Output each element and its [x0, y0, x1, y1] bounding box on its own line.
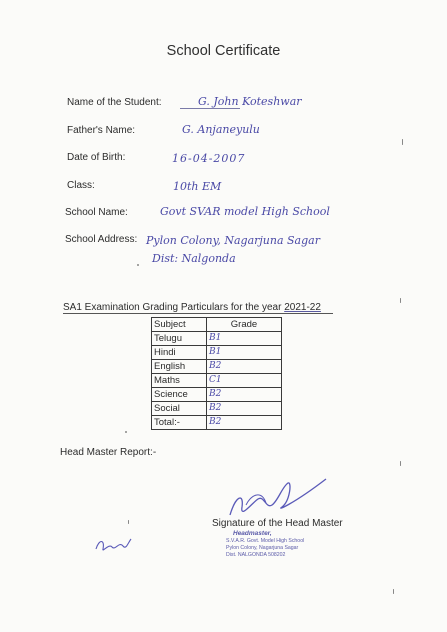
table-row [152, 332, 282, 346]
grade-cell: B2 [207, 388, 282, 402]
subject-cell: Telugu [152, 332, 207, 346]
table-header-row [152, 318, 282, 332]
subject-cell: Science [152, 388, 207, 402]
grading-year: 2021-22 [284, 302, 321, 313]
subject-cell: Total:- [152, 416, 207, 430]
school-address-line1: Pylon Colony, Nagarjuna Sagar [146, 234, 320, 247]
student-name-label: Name of the Student: [67, 97, 162, 108]
stamp-line3: Pylon Colony, Nagarjuna Sagar [226, 545, 299, 551]
grade-column-header: Grade [207, 318, 282, 332]
stamp-line2: S.V.A.R. Govt. Model High School [226, 538, 305, 544]
signature-label: Signature of the Head Master [212, 518, 343, 529]
class-value: 10th EM [173, 180, 222, 193]
grading-heading-underline [63, 313, 333, 314]
scan-mark [137, 264, 139, 266]
dob-value: 16-04-2007 [172, 152, 246, 165]
grade-cell: C1 [207, 374, 282, 388]
stamp-line4: Dist. NALGONDA 508202 [226, 552, 286, 558]
table-row [152, 416, 282, 430]
dob-label: Date of Birth: [67, 152, 126, 163]
class-label: Class: [67, 180, 95, 191]
certificate-title: School Certificate [166, 43, 281, 59]
table-row [152, 388, 282, 402]
grades-table [151, 317, 282, 430]
father-name-value: G. Anjaneyulu [182, 123, 260, 136]
table-row [152, 402, 282, 416]
father-name-label: Father's Name: [67, 125, 136, 136]
student-name-underline [180, 108, 240, 109]
headmaster-stamp [226, 530, 304, 559]
school-address-label: School Address: [65, 234, 138, 245]
scan-mark [402, 139, 403, 145]
table-row [152, 360, 282, 374]
scan-mark [400, 298, 401, 303]
subject-column-header: Subject [152, 318, 207, 332]
table-row [152, 374, 282, 388]
grade-cell: B2 [207, 416, 282, 430]
stamp-line1: Headmaster, [233, 530, 272, 537]
grade-cell: B2 [207, 402, 282, 416]
head-master-report-label: Head Master Report:- [60, 447, 157, 458]
subject-cell: English [152, 360, 207, 374]
initials-scribble [93, 535, 133, 557]
grade-cell: B2 [207, 360, 282, 374]
table-row [152, 346, 282, 360]
grade-cell: B1 [207, 346, 282, 360]
school-address-line2: Dist: Nalgonda [152, 252, 236, 265]
subject-cell: Social [152, 402, 207, 416]
subject-cell: Maths [152, 374, 207, 388]
scan-mark [125, 431, 127, 433]
grade-cell: B1 [207, 332, 282, 346]
subject-cell: Hindi [152, 346, 207, 360]
grading-heading [63, 302, 321, 313]
scan-mark [400, 461, 401, 466]
student-name-value: G. John Koteshwar [198, 95, 302, 108]
grading-heading-text: SA1 Examination Grading Particulars for the year [63, 302, 285, 313]
school-name-value: Govt SVAR model High School [160, 205, 330, 218]
scan-mark [128, 520, 129, 524]
scan-mark [393, 589, 394, 594]
school-name-label: School Name: [65, 207, 128, 218]
